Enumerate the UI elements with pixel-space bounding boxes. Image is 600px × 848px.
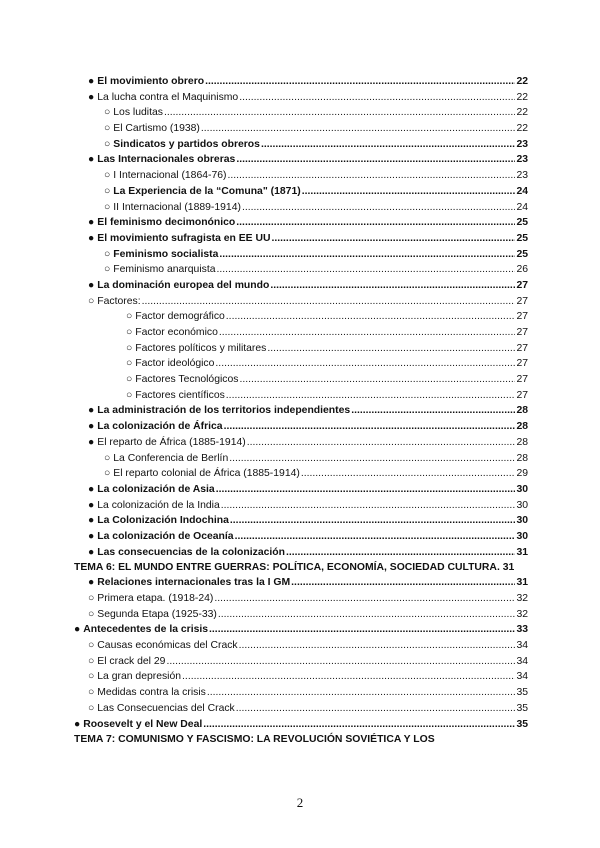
toc-entry-page: 32	[516, 593, 528, 604]
hollow-bullet-icon: ○	[88, 655, 95, 667]
toc-entry[interactable]	[74, 262, 528, 278]
dot-leader	[261, 137, 516, 153]
dot-leader	[239, 372, 515, 388]
filled-bullet-icon: ●	[74, 718, 81, 730]
toc-entry-page: 23	[516, 170, 528, 182]
toc-entry-page: 30	[516, 483, 528, 495]
hollow-bullet-icon: ○	[88, 687, 95, 699]
filled-bullet-icon: ●	[88, 232, 95, 244]
toc-entry-title: El feminismo decimonónico	[97, 217, 236, 229]
dot-leader	[201, 121, 516, 137]
toc-entry[interactable]	[74, 607, 528, 623]
dot-leader	[302, 184, 516, 200]
toc-entry[interactable]	[74, 419, 528, 435]
toc-entry-title: La colonización de Oceanía	[97, 530, 234, 542]
hollow-bullet-icon: ○	[88, 295, 95, 307]
toc-entry-page: 34	[516, 655, 528, 667]
toc-entry-page: 23	[516, 154, 528, 166]
toc-entry[interactable]	[74, 325, 528, 341]
toc-entry[interactable]	[74, 669, 528, 685]
hollow-bullet-icon: ○	[126, 311, 133, 323]
dot-leader	[182, 669, 515, 685]
toc-entry-title: Factores Tecnológicos	[135, 374, 239, 386]
toc-entry-page: 22	[516, 107, 528, 119]
hollow-bullet-icon: ○	[104, 185, 111, 197]
hollow-bullet-icon: ○	[104, 452, 111, 464]
dot-leader	[224, 419, 516, 435]
toc-entry[interactable]	[74, 466, 528, 482]
dot-leader	[351, 403, 515, 419]
toc-entry-page: 26	[516, 264, 528, 276]
toc-entry-title: El Cartismo (1938)	[113, 123, 200, 135]
toc-entry-page: 27	[516, 295, 528, 307]
dot-leader	[164, 105, 515, 121]
dot-leader	[217, 262, 516, 278]
toc-entry[interactable]	[74, 388, 528, 404]
filled-bullet-icon: ●	[88, 499, 95, 511]
toc-entry-title: La administración de los territorios independientes	[97, 405, 351, 417]
toc-entry-title: Factores:	[97, 295, 141, 307]
toc-entry-title: La gran depresión	[97, 671, 182, 683]
filled-bullet-icon: ●	[88, 530, 95, 542]
dot-leader	[221, 498, 516, 514]
toc-entry[interactable]	[74, 309, 528, 325]
hollow-bullet-icon: ○	[88, 702, 95, 714]
dot-leader	[203, 717, 515, 733]
table-of-contents	[74, 74, 528, 747]
toc-entry-title: El movimiento obrero	[97, 76, 205, 87]
toc-entry-page: 31	[516, 546, 528, 558]
toc-entry-title: Las Internacionales obreras	[97, 154, 236, 166]
hollow-bullet-icon: ○	[126, 342, 133, 354]
dot-leader	[229, 451, 515, 467]
toc-entry[interactable]	[74, 278, 528, 294]
toc-entry[interactable]	[74, 717, 528, 733]
toc-entry[interactable]	[74, 137, 528, 153]
dot-leader	[301, 466, 516, 482]
toc-entry-title: II Internacional (1889-1914)	[113, 201, 241, 213]
toc-entry[interactable]	[74, 356, 528, 372]
dot-leader	[205, 74, 515, 90]
filled-bullet-icon: ●	[88, 279, 95, 291]
filled-bullet-icon: ●	[88, 515, 95, 527]
toc-entry-page: 33	[516, 624, 528, 636]
toc-entry-page: 27	[516, 374, 528, 386]
toc-entry-page: 22	[516, 91, 528, 103]
toc-entry[interactable]	[74, 513, 528, 529]
hollow-bullet-icon: ○	[104, 138, 111, 150]
dot-leader	[242, 200, 516, 216]
hollow-bullet-icon: ○	[126, 358, 133, 370]
page-number: 2	[296, 795, 304, 810]
toc-entry-title: Relaciones internacionales tras la I GM	[97, 577, 291, 589]
dot-leader	[236, 152, 515, 168]
filled-bullet-icon: ●	[88, 154, 95, 166]
toc-entry-title: Las consecuencias de la colonización	[97, 546, 285, 558]
dot-leader	[235, 529, 516, 545]
chapter-heading[interactable]: TEMA 7: COMUNISMO Y FASCISMO: LA REVOLUCIÓN SOVIÉTICA Y LOS	[74, 734, 435, 746]
toc-entry-title: La Conferencia de Berlín	[113, 452, 229, 464]
toc-entry-page: 35	[516, 702, 528, 714]
toc-entry[interactable]	[74, 591, 528, 607]
toc-entry[interactable]	[74, 90, 528, 106]
toc-entry[interactable]	[74, 685, 528, 701]
dot-leader	[226, 309, 516, 325]
toc-entry-title: Factores científicos	[135, 389, 225, 401]
toc-entry[interactable]	[74, 152, 528, 168]
filled-bullet-icon: ●	[88, 546, 95, 558]
dot-leader	[230, 513, 516, 529]
filled-bullet-icon: ●	[74, 624, 81, 636]
toc-entry-page: 27	[516, 311, 528, 323]
toc-entry-page: 27	[516, 358, 528, 370]
dot-leader	[247, 435, 516, 451]
toc-entry[interactable]	[74, 105, 528, 121]
dot-leader	[216, 482, 516, 498]
toc-entry-title: Feminismo socialista	[113, 248, 219, 260]
toc-entry[interactable]	[74, 482, 528, 498]
toc-entry-page: 35	[516, 687, 528, 699]
dot-leader	[270, 278, 515, 294]
dot-leader	[286, 545, 515, 561]
toc-entry-title: La Colonización Indochina	[97, 515, 229, 527]
toc-entry-title: La colonización de Asia	[97, 483, 215, 495]
toc-entry-page: 29	[516, 468, 528, 480]
toc-entry-page: 31	[516, 577, 528, 589]
dot-leader	[207, 685, 516, 701]
dot-leader	[236, 215, 515, 231]
hollow-bullet-icon: ○	[126, 374, 133, 386]
toc-entry-title: La dominación europea del mundo	[97, 279, 270, 291]
toc-entry-title: Roosevelt y el New Deal	[83, 718, 203, 730]
dot-leader	[228, 168, 516, 184]
toc-entry[interactable]	[74, 654, 528, 670]
filled-bullet-icon: ●	[88, 405, 95, 417]
toc-entry-page: 27	[516, 342, 528, 354]
toc-entry-page: 28	[516, 421, 528, 433]
toc-entry-title: Feminismo anarquista	[113, 264, 216, 276]
toc-entry-title: Las Consecuencias del Crack	[97, 702, 235, 714]
toc-entry[interactable]	[74, 622, 528, 638]
toc-entry[interactable]	[74, 184, 528, 200]
hollow-bullet-icon: ○	[88, 593, 95, 604]
dot-leader	[142, 294, 516, 310]
toc-entry-page: 28	[516, 405, 528, 417]
toc-entry-title: El movimiento sufragista en EE UU	[97, 232, 271, 244]
dot-leader	[215, 356, 515, 372]
toc-entry[interactable]	[74, 403, 528, 419]
toc-entry-title: Factor económico	[135, 327, 218, 338]
dot-leader	[236, 701, 516, 717]
toc-entry-title: El crack del 29	[97, 655, 166, 667]
toc-entry[interactable]	[74, 231, 528, 247]
dot-leader	[239, 90, 515, 106]
toc-entry-title: La colonización de la India	[97, 499, 220, 511]
toc-entry-title: Antecedentes de la crisis	[83, 624, 209, 636]
toc-entry-page: 24	[516, 185, 528, 197]
toc-entry[interactable]	[74, 638, 528, 654]
toc-entry-title: Factores políticos y militares	[135, 342, 267, 354]
toc-entry-title: Sindicatos y partidos obreros	[113, 138, 260, 150]
toc-entry-title: La Experiencia de la “Comuna" (1871)	[113, 185, 301, 197]
toc-entry[interactable]	[74, 294, 528, 310]
filled-bullet-icon: ●	[88, 421, 95, 433]
hollow-bullet-icon: ○	[88, 608, 95, 620]
toc-entry-page: 27	[516, 279, 528, 291]
filled-bullet-icon: ●	[88, 76, 95, 87]
toc-entry[interactable]	[74, 451, 528, 467]
chapter-heading[interactable]: TEMA 6: EL MUNDO ENTRE GUERRAS: POLÍTICA, ECONOMÍA, SOCIEDAD CULTURA. 31	[74, 562, 515, 574]
toc-entry-title: La colonización de África	[97, 421, 223, 433]
toc-entry[interactable]	[74, 575, 528, 591]
toc-entry-page: 25	[516, 217, 528, 229]
toc-entry-page: 30	[516, 530, 528, 542]
toc-entry[interactable]	[74, 545, 528, 561]
toc-entry-page: 30	[516, 499, 528, 511]
toc-entry[interactable]	[74, 74, 528, 90]
toc-entry-title: Medidas contra la crisis	[97, 687, 206, 699]
hollow-bullet-icon: ○	[104, 170, 111, 182]
hollow-bullet-icon: ○	[104, 468, 111, 480]
dot-leader	[214, 591, 515, 607]
dot-leader	[166, 654, 515, 670]
toc-entry-page: 35	[516, 718, 528, 730]
toc-entry[interactable]	[74, 498, 528, 514]
toc-entry[interactable]	[74, 341, 528, 357]
toc-entry[interactable]	[74, 168, 528, 184]
toc-entry[interactable]	[74, 701, 528, 717]
toc-entry-page: 32	[516, 608, 528, 620]
hollow-bullet-icon: ○	[104, 264, 111, 276]
toc-entry-title: Primera etapa. (1918-24)	[97, 593, 214, 604]
toc-entry[interactable]	[74, 200, 528, 216]
hollow-bullet-icon: ○	[104, 248, 111, 260]
toc-entry-page: 23	[516, 138, 528, 150]
hollow-bullet-icon: ○	[104, 201, 111, 213]
toc-entry-title: Factor demográfico	[135, 311, 225, 323]
dot-leader	[226, 388, 516, 404]
toc-entry[interactable]	[74, 529, 528, 545]
toc-entry-page: 22	[516, 123, 528, 135]
dot-leader	[267, 341, 515, 357]
toc-entry-title: Segunda Etapa (1925-33)	[97, 608, 217, 620]
dot-leader	[219, 247, 515, 263]
toc-entry[interactable]	[74, 247, 528, 263]
toc-entry-page: 25	[516, 248, 528, 260]
filled-bullet-icon: ●	[88, 436, 95, 448]
toc-entry-page: 28	[516, 436, 528, 448]
toc-entry-page: 25	[516, 232, 528, 244]
toc-entry[interactable]	[74, 372, 528, 388]
hollow-bullet-icon: ○	[88, 640, 95, 652]
toc-entry-title: El reparto de África (1885-1914)	[97, 436, 246, 448]
dot-leader	[219, 325, 516, 341]
filled-bullet-icon: ●	[88, 217, 95, 229]
filled-bullet-icon: ●	[88, 91, 95, 103]
dot-leader	[272, 231, 516, 247]
toc-entry-title: Causas económicas del Crack	[97, 640, 238, 652]
toc-entry[interactable]	[74, 435, 528, 451]
dot-leader	[239, 638, 516, 654]
hollow-bullet-icon: ○	[126, 327, 133, 338]
filled-bullet-icon: ●	[88, 483, 95, 495]
hollow-bullet-icon: ○	[104, 107, 111, 119]
toc-entry-title: El reparto colonial de África (1885-1914)	[113, 468, 300, 480]
toc-entry-page: 24	[516, 201, 528, 213]
hollow-bullet-icon: ○	[88, 671, 95, 683]
dot-leader	[291, 575, 515, 591]
toc-entry-title: La lucha contra el Maquinismo	[97, 91, 239, 103]
hollow-bullet-icon: ○	[104, 123, 111, 135]
toc-entry[interactable]	[74, 121, 528, 137]
toc-entry-page: 30	[516, 515, 528, 527]
toc-entry-page: 27	[516, 389, 528, 401]
toc-entry-title: I Internacional (1864-76)	[113, 170, 227, 182]
hollow-bullet-icon: ○	[126, 389, 133, 401]
toc-entry-title: Factor ideológico	[135, 358, 215, 370]
toc-entry[interactable]	[74, 215, 528, 231]
dot-leader	[209, 622, 515, 638]
dot-leader	[218, 607, 516, 623]
toc-entry-page: 34	[516, 671, 528, 683]
toc-entry-page: 34	[516, 640, 528, 652]
toc-entry-page: 27	[516, 327, 528, 338]
toc-entry-title: Los luditas	[113, 107, 163, 119]
toc-entry-page: 22	[516, 76, 528, 87]
toc-entry-page: 28	[516, 452, 528, 464]
filled-bullet-icon: ●	[88, 577, 95, 589]
